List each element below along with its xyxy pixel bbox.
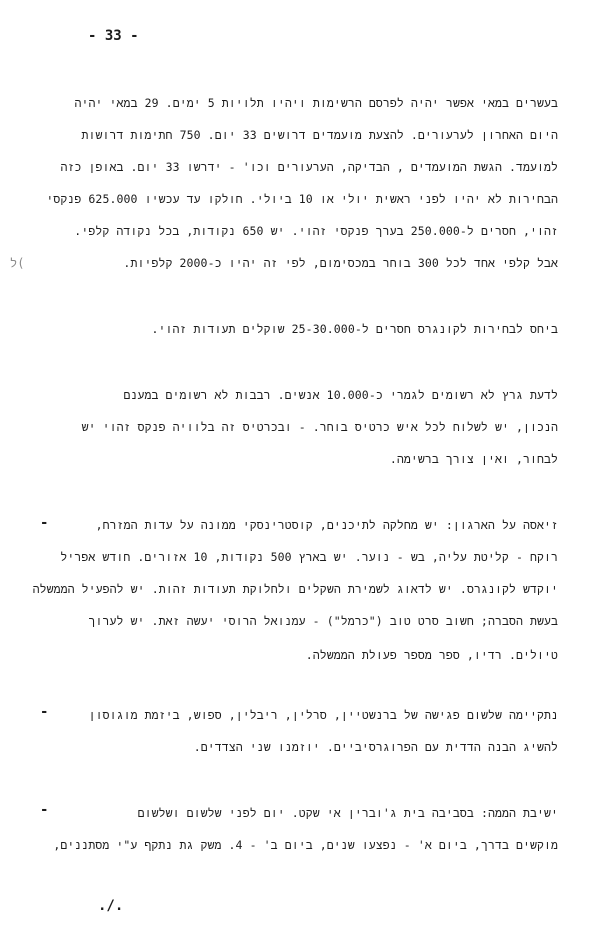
end-mark: ./. [98, 898, 124, 914]
paragraph-line: יוקדש לקונגרס. יש לדאוג לשמירת השקלים ולחלוקת תעודות זהות. יש להפעיל הממשלה [32, 582, 558, 596]
paragraph-line: נתקיימה שלשום פגישה של ברנשטיין, סרלין, ריבלין, ספוש, ביזמת מוגוסון [88, 708, 558, 722]
paragraph-line: לבחור, ואין צורך ברשימה. [389, 452, 558, 466]
paragraph-line: למועמד. הגשת המועמדים , הבדיקה, הערעורים וכו' - ידרשו 33 יום. באופן כזה [60, 160, 558, 174]
paragraph-line: מוקשים בדרך, ביום א' - נפצעו שנים, ביום ב' - 4. משק גת נתקף ע"י מסתננים, [53, 838, 558, 852]
paragraph-line: לדעת גרץ לא רשומים לגמרי כ-10.000 אנשים. רבבות לא רשומים במענם [123, 388, 558, 402]
page-number: - 33 - [88, 28, 139, 44]
paragraph-line: זהוי, חסרים ל-250.000 בערך פנקסי זהוי. יש 650 נקודות, בכל נקודה קלפי. [74, 224, 558, 238]
margin-note: ל( [10, 256, 25, 270]
bullet-dash: - [40, 515, 49, 531]
paragraph-line: בעשת הסברה; חשוב סרט טוב ("כרמל") - עמנואל הרוסי יעשה זאת. יש לערוך [88, 614, 558, 628]
bullet-dash: - [40, 704, 49, 720]
paragraph-line: הבחירות לא יהיו לפני ראשית יולי או 10 ביולי. חולקו עד עכשיו 625.000 פנקסי [46, 192, 558, 206]
paragraph-line: היום האחרון לערעורים. להצעת מועמדים דרושים 33 יום. 750 חתימות דרושות [81, 128, 558, 142]
paragraph-line: בעשרים במאי אפשר יהיה לפרסם הרשימות ויהיו תלויות 5 ימים. 29 במאי יהיה [74, 96, 558, 110]
paragraph-line: רוקח - קליטת עליה, בש - נוער. יש בארץ 500 נקודות, 10 אזורים. חודש אפריל [60, 550, 558, 564]
paragraph-line: ישיבת הממה: בסביבה בית ג'וברין אי שקט. יום לפני שלשום ושלשום [137, 806, 558, 820]
paragraph-line: אבל קלפי אחד לכל 300 בוחר במכסימום, לפי זה יהיו כ-2000 קלפיות. [123, 256, 558, 270]
paragraph-line: הנכון, יש לשלוח לכל איש כרטיס בוחר. - ובכרטיס זה בלוויה פנקס זהוי יש [81, 420, 558, 434]
paragraph-line: זיאסה על הארגון: יש מחלקה לתיכנים, קוסטרינסקי ממונה על עדות המזרח, [95, 518, 558, 532]
paragraph-line: ביחס לבחירות לקונגרס חסרים ל-25-30.000 שוקלים תעודות זהוי. [151, 322, 558, 336]
paragraph-line: טיולים. רדיו, ספר מספר פעולת הממשלה. [305, 648, 558, 662]
bullet-dash: - [40, 802, 49, 818]
paragraph-line: להשיג הבנה הדדית עם הפרוגרסיביים. יוזמנו שני הצדדים. [193, 740, 558, 754]
